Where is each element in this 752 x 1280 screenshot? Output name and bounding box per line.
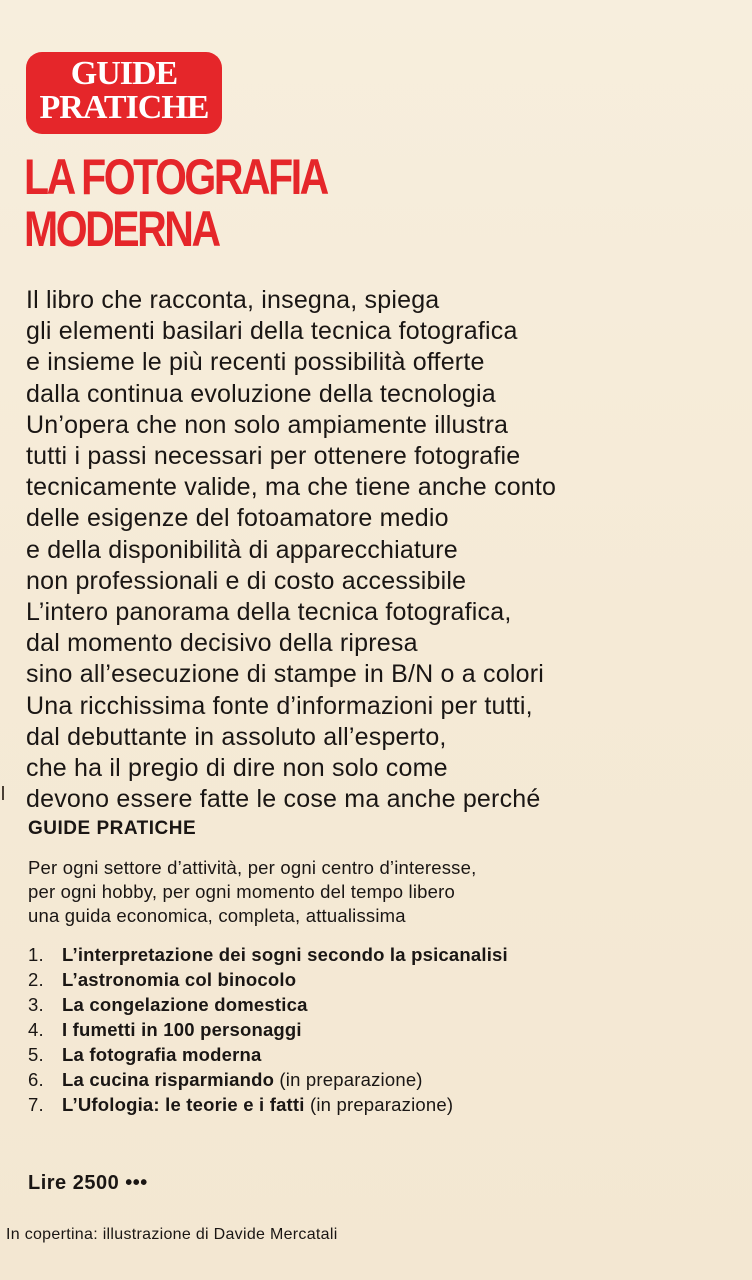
description-line: tutti i passi necessari per ottenere fotografie [26,442,521,471]
list-item-number: 4. [28,1019,44,1040]
list-item-title: L’Ufologia: le teorie e i fatti [62,1094,305,1115]
list-item [28,1042,508,1067]
list-item [28,1092,508,1117]
list-item-number: 2. [28,969,44,990]
list-item [28,1017,508,1042]
edge-mark [2,786,4,800]
list-item [28,967,508,992]
price-label: Lire 2500 ••• [28,1172,148,1194]
list-item [28,1067,508,1092]
description-line: devono essere fatte le cose ma anche perché [26,785,541,814]
list-item-title: La congelazione domestica [62,994,308,1015]
description-line: non professionali e di costo accessibile [26,566,467,595]
description-line: Un’opera che non solo ampiamente illustra [26,410,509,439]
list-item-title: L’interpretazione dei sogni secondo la psicanalisi [62,944,508,965]
list-item-title: I fumetti in 100 personaggi [62,1019,302,1040]
cover-credit: In copertina: illustrazione di Davide Mercatali [6,1226,338,1243]
description-line: e della disponibilità di apparecchiature [26,535,458,564]
series-description-line: per ogni hobby, per ogni momento del tempo libero [28,881,455,902]
description-line: Il libro che racconta, insegna, spiega [26,286,440,314]
series-title-list [28,942,508,1117]
series-heading: GUIDE PRATICHE [28,818,197,839]
list-item-note: (in preparazione) [274,1069,423,1090]
series-description-line: una guida economica, completa, attualissima [28,905,406,926]
list-item-title: La cucina risparmiando [62,1069,275,1090]
description-line: tecnicamente valide, ma che tiene anche conto [26,473,557,502]
badge-line-1: GUIDE [70,55,178,92]
description-line: dal momento decisivo della ripresa [26,629,418,658]
book-title-line-1: LA FOTOGRAFIA [24,149,327,205]
list-item-number: 1. [28,944,44,965]
badge-line-2: PRATICHE [39,89,209,126]
description-line: sino all’esecuzione di stampe in B/N o a colori [26,660,544,689]
list-item-number: 3. [28,994,44,1015]
description-line: dal debuttante in assoluto all’esperto, [26,722,447,751]
list-item-number: 6. [28,1069,44,1090]
description-line: che ha il pregio di dire non solo come [26,754,448,783]
description-line: dalla continua evoluzione della tecnologia [26,379,496,408]
list-item [28,992,508,1017]
list-item-title: L’astronomia col binocolo [62,969,297,990]
description-line: e insieme le più recenti possibilità offerte [26,348,485,377]
list-item [28,942,508,967]
list-item-note: (in preparazione) [304,1094,454,1115]
series-description-line: Per ogni settore d’attività, per ogni centro d’interesse, [28,857,477,878]
list-item-title: La fotografia moderna [62,1044,262,1065]
series-badge [26,52,222,134]
description-line: L’intero panorama della tecnica fotografica, [26,598,512,627]
book-description [26,285,726,815]
description-line: delle esigenze del fotoamatore medio [26,504,449,533]
list-item-number: 7. [28,1094,44,1115]
list-item-number: 5. [28,1044,44,1065]
book-title-line-2: MODERNA [24,201,219,257]
description-line: Una ricchissima fonte d’informazioni per tutti, [26,691,533,720]
series-description [28,856,476,928]
description-line: gli elementi basilari della tecnica fotografica [26,317,518,346]
